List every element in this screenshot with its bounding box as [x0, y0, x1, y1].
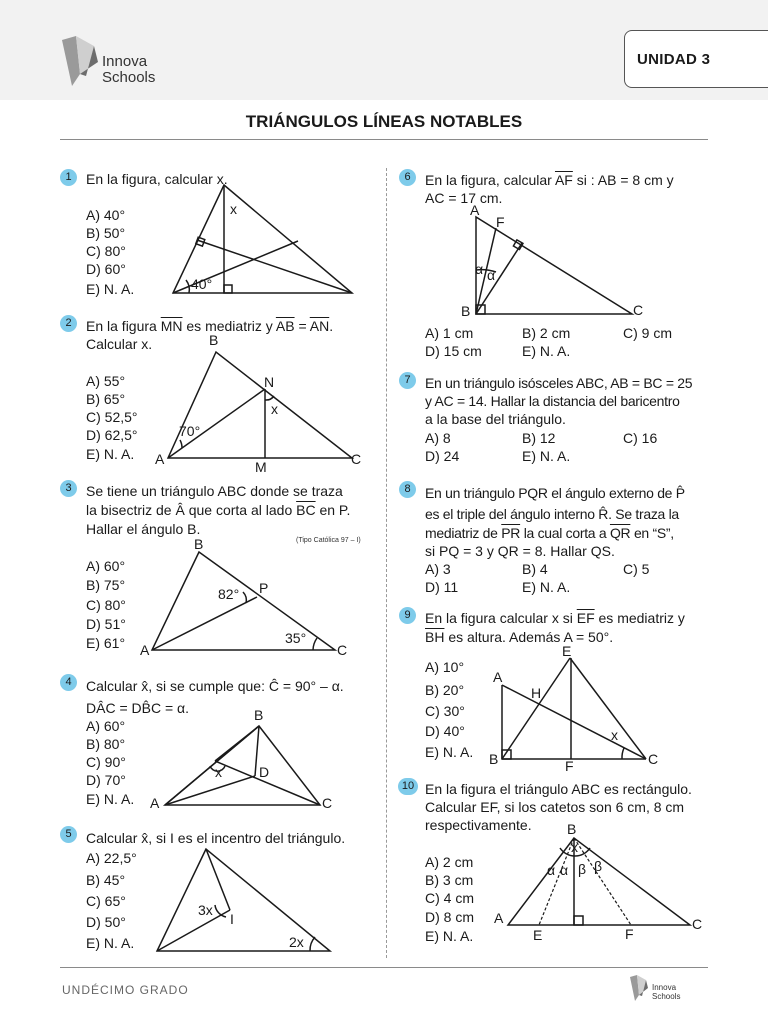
unit-label: UNIDAD 3: [637, 51, 711, 68]
figure-6-label-f: F: [496, 214, 505, 230]
problem-6-option-a: A) 1 cm: [425, 325, 474, 341]
figure-9-label-a: A: [493, 669, 503, 685]
footer-divider: [60, 967, 708, 968]
problem-5-option-c: C) 65°: [86, 893, 126, 909]
figure-3-label-b: B: [194, 536, 204, 552]
problem-9-option-c: C) 30°: [425, 703, 465, 719]
problem-10-line1: En la figura el triángulo ABC es rectángulo.: [425, 781, 692, 797]
problem-8-line2: es el triple del ángulo interno R̂. Se traza la: [425, 506, 679, 522]
problem-10-option-c: C) 4 cm: [425, 890, 474, 906]
problem-10-option-a: A) 2 cm: [425, 854, 474, 870]
figure-2-label-70: 70°: [179, 423, 201, 439]
problem-9-line2: $\overline{BH}$ es altura. Además A = 50°.: [425, 629, 614, 645]
problem-number-1: 1: [60, 169, 77, 186]
problem-1-statement: En la figura, calcular x.: [86, 171, 228, 187]
problem-7-option-c: C) 16: [623, 430, 658, 446]
problem-10-option-d: D) 8 cm: [425, 909, 474, 925]
figure-9-label-c: C: [648, 751, 659, 767]
problem-6-option-e: E) N. A.: [522, 343, 571, 359]
problem-3-line2: la bisectriz de Â que corta al lado $\overline{BC}$ en P.: [86, 502, 351, 518]
problem-2-option-e: E) N. A.: [86, 446, 135, 462]
problem-6-line2: AC = 17 cm.: [425, 190, 503, 206]
problem-5-option-a: A) 22,5°: [86, 850, 137, 866]
page-title: TRIÁNGULOS LÍNEAS NOTABLES: [245, 112, 523, 131]
problem-8-line1: En un triángulo PQR el ángulo externo de P̂: [425, 485, 685, 501]
figure-9-label-x: x: [611, 727, 618, 743]
problem-10-line3: respectivamente.: [425, 817, 532, 833]
problem-3-source: (Tipo Católica 97 – I): [296, 537, 361, 544]
problem-8-option-d: D) 11: [425, 579, 459, 595]
problem-7-option-b: B) 12: [522, 430, 556, 446]
problem-6-option-d: D) 15 cm: [425, 343, 482, 359]
problem-8-line4: si PQ = 3 y QR = 8. Hallar QS.: [425, 543, 615, 559]
problem-2-option-b: B) 65°: [86, 391, 126, 407]
problem-number-4: 4: [60, 674, 77, 691]
figure-6-label-c: C: [633, 302, 644, 318]
problem-4-line2: DÂC = DB̂C = α.: [86, 700, 190, 716]
figure-2-label-b: B: [209, 332, 219, 348]
figure-10-label-alpha1: α: [547, 862, 556, 878]
figure-9-label-b: B: [489, 751, 499, 767]
figure-5-label-i: I: [230, 911, 234, 927]
figure-6-label-alpha2: α: [487, 267, 496, 283]
problem-6-option-c: C) 9 cm: [623, 325, 672, 341]
problem-9-option-b: B) 20°: [425, 682, 465, 698]
problem-5-option-e: E) N. A.: [86, 935, 135, 951]
problem-5-option-d: D) 50°: [86, 914, 126, 930]
figure-1-label-x: x: [230, 201, 237, 217]
problem-7-option-e: E) N. A.: [522, 448, 571, 464]
problem-4-option-a: A) 60°: [86, 718, 126, 734]
problem-4-option-e: E) N. A.: [86, 791, 135, 807]
problem-8-line3: mediatriz de $\overline{PR}$ la cual corta a $\overline{QR}$ en “S”,: [425, 525, 674, 541]
problem-10-option-e: E) N. A.: [425, 928, 474, 944]
problem-2-statement: En la figura $\overline{MN}$ es mediatriz y $\overline{AB} = \overline{AN}$.: [86, 318, 334, 334]
figure-10-label-beta1: β: [578, 861, 587, 877]
problem-3-line1: Se tiene un triángulo ABC donde se traza: [86, 483, 343, 499]
problem-number-7: 7: [399, 372, 416, 389]
footer-grade: UNDÉCIMO GRADO: [62, 983, 189, 997]
figure-2-label-c: C: [351, 451, 362, 467]
figure-10-label-b: B: [567, 821, 577, 837]
figure-2-label-a: A: [155, 451, 165, 467]
figure-9-label-f: F: [565, 758, 574, 774]
problem-1-option-b: B) 50°: [86, 225, 126, 241]
figure-9-label-h: H: [531, 685, 542, 701]
figure-4-label-x: x: [215, 764, 222, 780]
figure-10-label-alpha2: α: [560, 862, 569, 878]
figure-2-label-n: N: [264, 374, 275, 390]
problem-9-option-a: A) 10°: [425, 659, 465, 675]
problem-8-option-b: B) 4: [522, 561, 548, 577]
problem-number-2: 2: [60, 315, 77, 332]
problem-9-option-e: E) N. A.: [425, 744, 474, 760]
problem-7-line1: En un triángulo isósceles ABC, AB = BC = 25: [425, 375, 693, 391]
problem-number-8: 8: [399, 481, 416, 498]
figure-3-label-c: C: [337, 642, 348, 658]
problem-4-line1: Calcular x̂, si se cumple que: Ĉ = 90° – α.: [86, 678, 344, 694]
figure-5-label-3x: 3x: [198, 902, 213, 918]
problem-1-option-a: A) 40°: [86, 207, 126, 223]
problem-3-option-c: C) 80°: [86, 597, 126, 613]
figure-6-label-b: B: [461, 303, 471, 319]
problem-10-line2: Calcular EF, si los catetos son 6 cm, 8 cm: [425, 799, 685, 815]
problem-8-option-a: A) 3: [425, 561, 451, 577]
problem-9-option-d: D) 40°: [425, 723, 465, 739]
problem-8-option-e: E) N. A.: [522, 579, 571, 595]
figure-6-label-alpha1: α: [475, 261, 484, 277]
problem-number-5: 5: [60, 826, 77, 843]
figure-3-label-35: 35°: [285, 630, 307, 646]
figure-4-label-a: A: [150, 795, 160, 811]
figure-10-label-f: F: [625, 926, 634, 942]
figure-3-label-p: P: [259, 580, 269, 596]
figure-10-label-a: A: [494, 910, 504, 926]
footer-logo-text: Innova Schools: [652, 983, 681, 1001]
problem-7-line3: a la base del triángulo.: [425, 411, 566, 427]
figure-1-label-40: 40°: [191, 276, 213, 292]
problem-number-10: 10: [398, 778, 418, 795]
problem-5-option-b: B) 45°: [86, 872, 126, 888]
problem-7-option-a: A) 8: [425, 430, 451, 446]
problem-1-option-d: D) 60°: [86, 261, 126, 277]
problem-2-option-c: C) 52,5°: [86, 409, 138, 425]
problem-2-statement-line2: Calcular x.: [86, 336, 153, 352]
problem-3-option-e: E) 61°: [86, 635, 126, 651]
figure-10-label-beta2: β: [594, 858, 603, 874]
problem-1-option-e: E) N. A.: [86, 281, 135, 297]
figure-3-label-82: 82°: [218, 586, 240, 602]
problem-10-option-b: B) 3 cm: [425, 872, 474, 888]
problem-3-option-b: B) 75°: [86, 577, 126, 593]
problem-number-9: 9: [399, 607, 416, 624]
logo-text: Innova Schools: [102, 53, 156, 86]
figure-4-label-c: C: [322, 795, 333, 811]
figure-3-label-a: A: [140, 642, 150, 658]
figure-6-label-a: A: [470, 202, 480, 218]
problem-4-option-d: D) 70°: [86, 772, 126, 788]
problem-7-option-d: D) 24: [425, 448, 460, 464]
problem-9-line1: En la figura calcular x si $\overline{EF}$ es mediatriz y: [425, 610, 685, 626]
figure-4-label-d: D: [259, 764, 270, 780]
problem-8-option-c: C) 5: [623, 561, 650, 577]
problem-6-option-b: B) 2 cm: [522, 325, 571, 341]
figure-10-label-x: x: [571, 839, 578, 855]
problem-2-option-d: D) 62,5°: [86, 427, 138, 443]
problem-1-option-c: C) 80°: [86, 243, 126, 259]
problem-2-option-a: A) 55°: [86, 373, 126, 389]
figure-10-label-c: C: [692, 916, 703, 932]
figure-2-label-x: x: [271, 401, 278, 417]
figure-9-label-e: E: [562, 643, 572, 659]
problem-5-line1: Calcular x̂, si I es el incentro del triángulo.: [86, 830, 346, 846]
problem-6-line1: En la figura, calcular $\overline{AF}$ si : AB = 8 cm y: [425, 172, 674, 188]
figure-2-label-m: M: [255, 459, 267, 475]
figure-4-label-b: B: [254, 707, 264, 723]
figure-10-label-e: E: [533, 927, 543, 943]
problem-number-3: 3: [60, 480, 77, 497]
problem-3-line3: Hallar el ángulo B.: [86, 521, 201, 537]
problem-3-option-d: D) 51°: [86, 616, 126, 632]
problem-7-line2: y AC = 14. Hallar la distancia del baricentro: [425, 393, 680, 409]
problem-number-6: 6: [399, 169, 416, 186]
problem-3-option-a: A) 60°: [86, 558, 126, 574]
figure-5-label-2x: 2x: [289, 934, 304, 950]
problem-4-option-c: C) 90°: [86, 754, 126, 770]
problem-4-option-b: B) 80°: [86, 736, 126, 752]
